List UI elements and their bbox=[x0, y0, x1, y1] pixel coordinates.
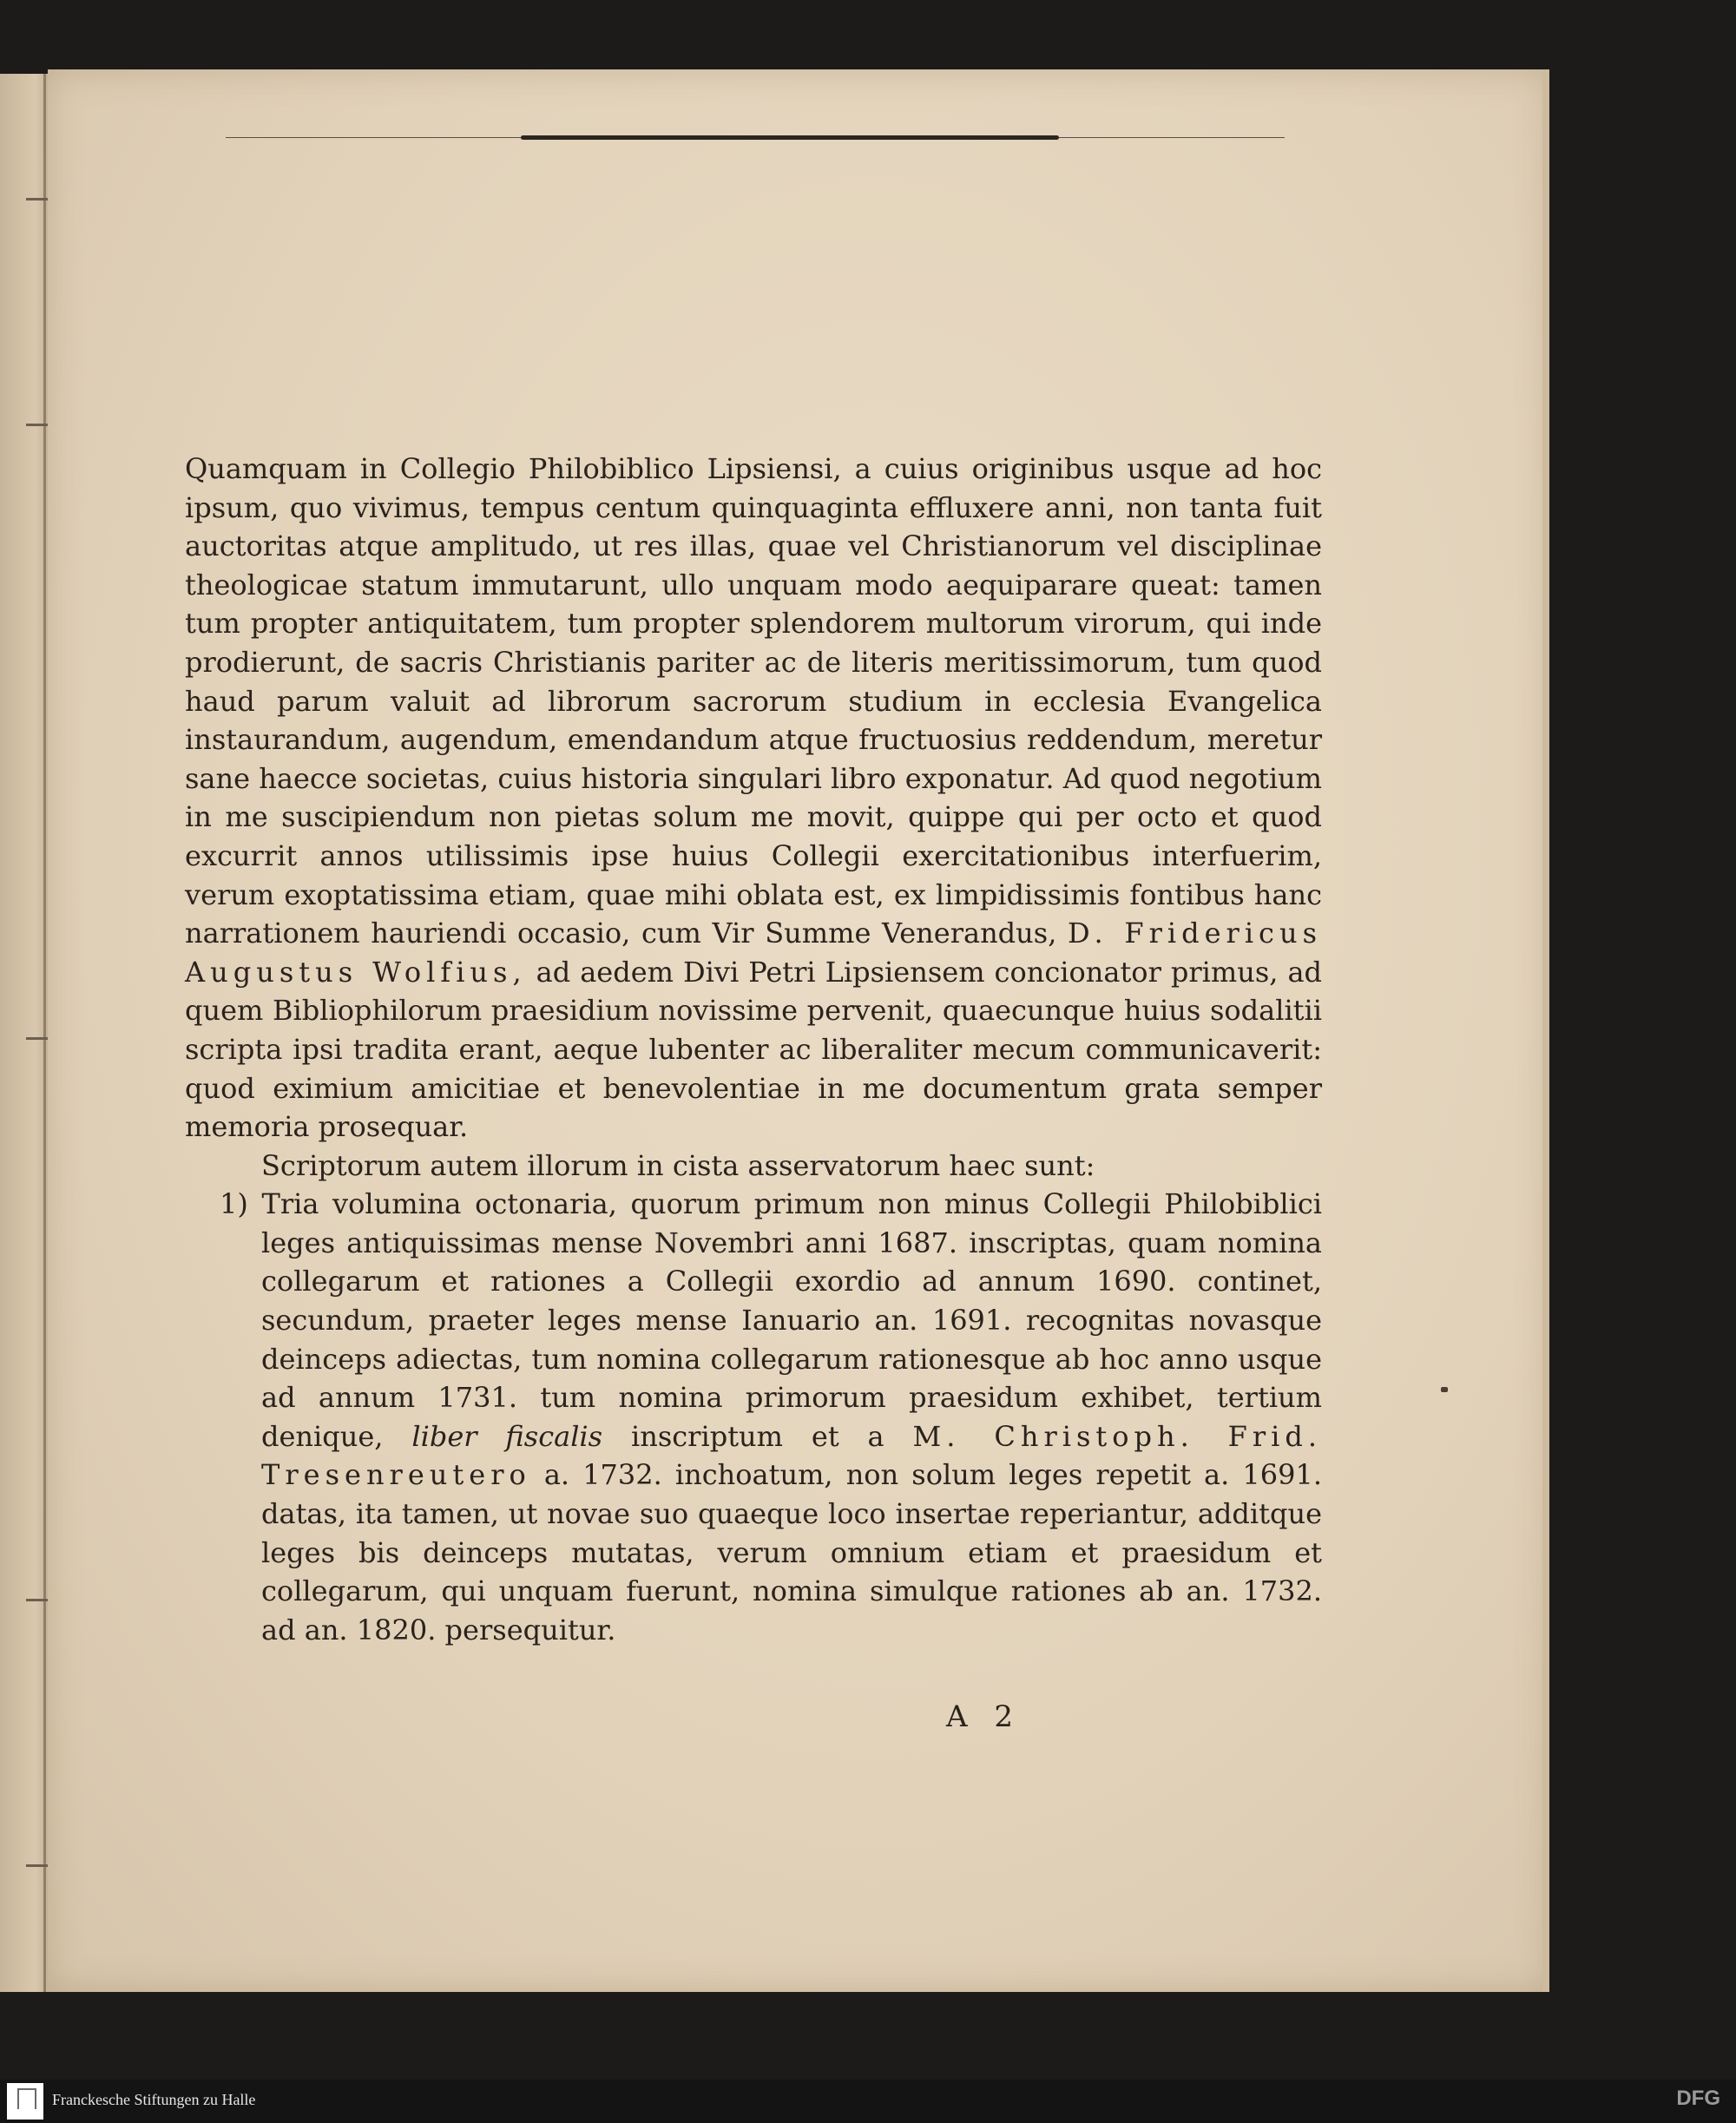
list-item-text-c: a. 1732. inchoatum, non solum leges repetit a. 1691. datas, ita tamen, ut novae suo quaeque loco insertae reperiantur, additque leges bis deinceps mutatas, verum omnium etiam et praesidum et collegarum, qui unquam fuerunt, nomina simulque rationes ab an. 1732. ad an. 1820. persequitur. bbox=[261, 1458, 1322, 1646]
list-item-1 bbox=[185, 1185, 1322, 1649]
header-ornament-rule bbox=[226, 135, 1285, 141]
name-wolfius: D. Fridericus Augustus Wolfius, bbox=[185, 917, 1322, 989]
list-item-text-b: inscriptum et a bbox=[630, 1419, 884, 1453]
footer-bar bbox=[0, 2080, 1736, 2123]
dfg-logo: DFG bbox=[1676, 2087, 1720, 2110]
list-item-text-a: Tria volumina octonaria, quorum primum non minus Collegii Philobiblici leges antiquissimas mense Novembri anni 1687. inscriptas, quam nomina collegarum et rationes a Collegii exordio ad annum 1690. continet, secundum, praeter leges mense Ianuario an. 1691. recognitas novasque deinceps adiectas, tum nomina collegarum rationesque ab hoc anno usque ad annum 1731. tum nomina primorum praesidum exhibet, tertium denique, bbox=[261, 1187, 1323, 1453]
logo-building-shape bbox=[17, 2088, 36, 2109]
institution-logo-icon bbox=[7, 2083, 43, 2120]
ink-spot bbox=[1441, 1387, 1448, 1392]
body-text bbox=[185, 450, 1322, 1649]
institution-name: Franckesche Stiftungen zu Halle bbox=[52, 2091, 256, 2108]
page-right-edge bbox=[1542, 69, 1549, 1992]
list-item-italic-title: liber fiscalis bbox=[411, 1419, 603, 1453]
list-item-number: 1) bbox=[220, 1187, 248, 1221]
paragraph-1 bbox=[185, 450, 1322, 1147]
name-tresenreuter: M. Christoph. Frid. Tresenreutero bbox=[261, 1419, 1323, 1492]
paragraph-1-text: Quamquam in Collegio Philobiblico Lipsiensi, a cuius originibus usque ad hoc ipsum, quo vivimus, tempus centum quinquaginta effluxere anni, non tanta fuit auctoritas atque amplitudo, ut res illas, quae vel Christianorum vel disciplinae theologicae statum immutarunt, ullo unquam modo aequiparare queat: tamen tum propter antiquitatem, tum propter splendorem multorum virorum, qui inde prodierunt, de sacris Christianis pariter ac de literis meritissimorum, tum quod haud parum valuit ad librorum sacrorum studium in ecclesia Evangelica instaurandum, augendum, emendandum atque fructuosius reddendum, meretur sane haecce societas, cuius historia singulari libro exponatur. Ad quod negotium in me suscipiendum non pietas solum me movit, quippe qui per octo et quod excurrit annos utilissimis ipse huius Collegii exercitationibus interfuerim, verum exoptatissima etiam, quae mihi oblata est, ex limpidissimis fontibus hanc narrationem hauriendi occasio, cum Vir Summe Venerandus, bbox=[185, 452, 1322, 950]
rule-thick-line bbox=[521, 135, 1059, 140]
paragraph-2: Scriptorum autem illorum in cista asservatorum haec sunt: bbox=[261, 1148, 1095, 1182]
page-fold bbox=[43, 74, 46, 1992]
paragraph-1-continued: ad aedem Divi Petri Lipsiensem concionator primus, ad quem Bibliophilorum praesidium novissime pervenit, quaecunque huius sodalitii scripta ipsi tradita erant, aeque lubenter ac liberaliter mecum communicaverit: quod eximium amicitiae et benevolentiae in me documentum grata semper memoria prosequar. bbox=[185, 955, 1323, 1144]
signature-mark: A 2 bbox=[946, 1699, 1022, 1734]
